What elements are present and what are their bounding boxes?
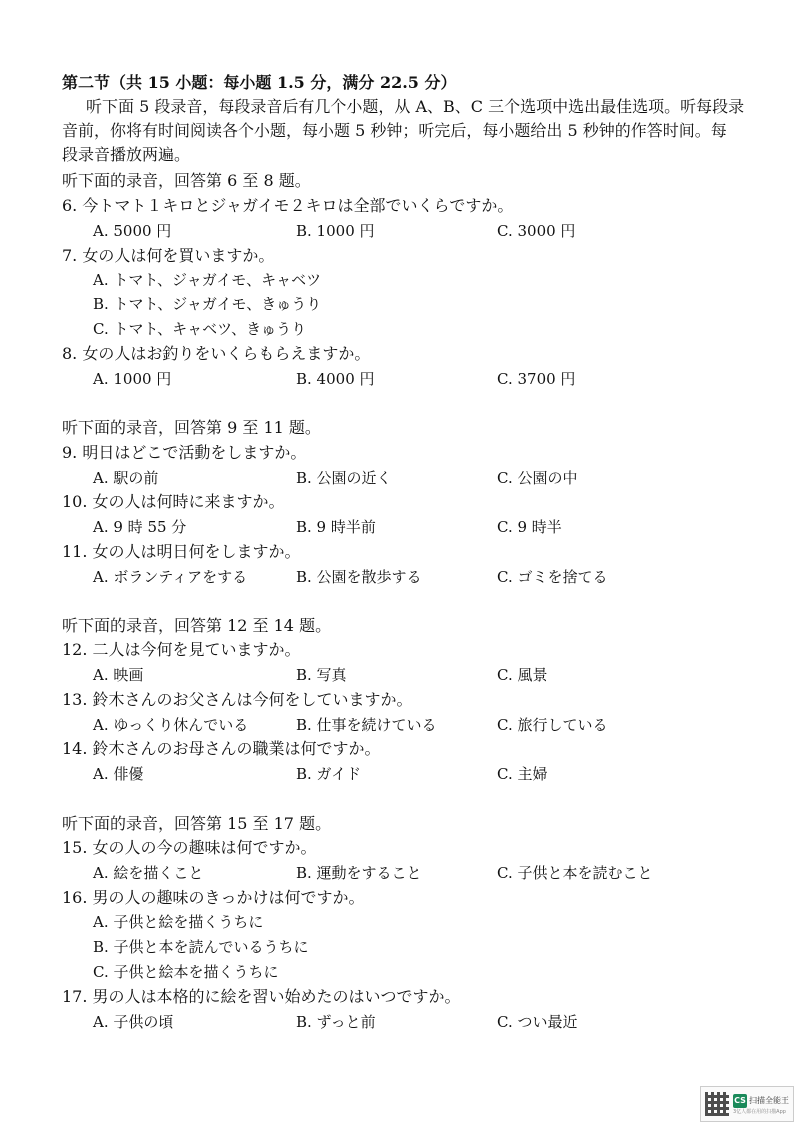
option-b: B. ガイド (296, 765, 362, 783)
question (62, 343, 370, 365)
option-c: C. 子供と絵本を描くうちに (93, 963, 279, 981)
watermark-subtitle: 3亿人都在用的扫描App (733, 1108, 786, 1115)
group-intro: 听下面的录音，回答第 9 至 11 题。 (62, 418, 321, 437)
option-c: C. トマト、キャベツ、きゅうり (93, 320, 307, 338)
question (62, 442, 306, 464)
question (62, 245, 274, 267)
options-row (0, 220, 800, 242)
option-c: C. 旅行している (497, 716, 608, 734)
question-text: 男の人は本格的に絵を習い始めたのはいつですか。 (92, 987, 461, 1006)
option-b: B. ずっと前 (296, 1013, 376, 1031)
scanner-watermark (700, 1086, 794, 1122)
question-text: 鈴木さんのお父さんは今何をしていますか。 (92, 690, 413, 709)
option-b: B. 4000 円 (296, 370, 375, 388)
option-c: C. 3000 円 (497, 222, 576, 240)
option-b: B. 運動をすること (296, 864, 422, 882)
question-number: 12. (62, 640, 88, 659)
option-b: B. 公園の近く (296, 469, 392, 487)
question-text: 女の人は何時に来ますか。 (92, 492, 285, 511)
question-number: 14. (62, 739, 88, 758)
option-b: B. トマト、ジャガイモ、きゅうり (93, 295, 322, 313)
question-text: 今トマト１キロとジャガイモ２キロは全部でいくらですか。 (82, 196, 514, 215)
options-row (0, 664, 800, 686)
question-number: 13. (62, 690, 88, 709)
options-row (0, 1011, 800, 1033)
instruction-line-2: 音前，你将有时间阅读各个小题，每小题 5 秒钟；听完后，每小题给出 5 秒钟的作答时间。每 (62, 121, 727, 140)
option-a: A. 9 時 55 分 (93, 518, 187, 536)
question-text: 女の人はお釣りをいくらもらえますか。 (82, 344, 371, 363)
camscanner-logo-icon: CS (733, 1094, 747, 1108)
option-c: C. 主婦 (497, 765, 548, 783)
option-b: B. 写真 (296, 666, 347, 684)
question (62, 887, 365, 909)
option-c: C. 子供と本を読むこと (497, 864, 653, 882)
options-row (0, 763, 800, 785)
option-b: B. 仕事を続けている (296, 716, 437, 734)
question (62, 837, 317, 859)
group-intro: 听下面的录音，回答第 12 至 14 题。 (62, 616, 332, 635)
question-number: 9. (62, 443, 78, 462)
instruction-line-3: 段录音播放两遍。 (62, 145, 191, 164)
question-number: 16. (62, 888, 88, 907)
options-row (0, 516, 800, 538)
question-number: 10. (62, 492, 88, 511)
option-a: A. ボランティアをする (93, 568, 248, 586)
option-c: C. ゴミを捨てる (497, 568, 608, 586)
option-b: B. 公園を散歩する (296, 568, 422, 586)
question-text: 明日はどこで活動をしますか。 (82, 443, 307, 462)
question-number: 7. (62, 246, 78, 265)
option-c: C. 風景 (497, 666, 548, 684)
option-a: A. 駅の前 (93, 469, 159, 487)
question-text: 男の人の趣味のきっかけは何ですか。 (92, 888, 365, 907)
question-number: 8. (62, 344, 78, 363)
question (62, 195, 513, 217)
question-text: 二人は今何を見ていますか。 (92, 640, 301, 659)
question (62, 639, 301, 661)
question-text: 鈴木さんのお母さんの職業は何ですか。 (92, 739, 381, 758)
option-c: C. 3700 円 (497, 370, 576, 388)
question (62, 541, 301, 563)
question (62, 986, 461, 1008)
group-intro: 听下面的录音，回答第 15 至 17 题。 (62, 814, 332, 833)
option-a: A. 子供の頃 (93, 1013, 174, 1031)
question (62, 491, 285, 513)
section-title: 第二节（共 15 小题：每小题 1.5 分，满分 22.5 分） (62, 73, 457, 92)
question (62, 689, 413, 711)
option-a: A. 映画 (93, 666, 144, 684)
qr-code-icon (705, 1092, 729, 1116)
options-row (0, 862, 800, 884)
watermark-title: 扫描全能王 (749, 1095, 789, 1105)
option-a: A. 子供と絵を描くうちに (93, 913, 264, 931)
options-row (0, 566, 800, 588)
option-c: C. 9 時半 (497, 518, 562, 536)
instruction-line-1: 听下面 5 段录音，每段录音后有几个小题，从 A、B、C 三个选项中选出最佳选项。听每段录 (86, 97, 745, 116)
option-b: B. 9 時半前 (296, 518, 376, 536)
options-row (0, 467, 800, 489)
option-b: B. 子供と本を読んでいるうちに (93, 938, 309, 956)
option-a: A. 絵を描くこと (93, 864, 204, 882)
option-b: B. 1000 円 (296, 222, 375, 240)
question-number: 17. (62, 987, 88, 1006)
option-a: A. トマト、ジャガイモ、キャベツ (93, 271, 322, 289)
question-number: 15. (62, 838, 88, 857)
option-c: C. 公園の中 (497, 469, 578, 487)
option-a: A. ゆっくり休んでいる (93, 716, 249, 734)
question-text: 女の人は何を買いますか。 (82, 246, 275, 265)
option-a: A. 5000 円 (93, 222, 172, 240)
option-a: A. 1000 円 (93, 370, 172, 388)
options-row (0, 714, 800, 736)
question-text: 女の人は明日何をしますか。 (92, 542, 301, 561)
group-intro: 听下面的录音，回答第 6 至 8 题。 (62, 171, 311, 190)
question-text: 女の人の今の趣味は何ですか。 (92, 838, 317, 857)
options-row (0, 368, 800, 390)
question (62, 738, 381, 760)
question-number: 6. (62, 196, 78, 215)
option-c: C. つい最近 (497, 1013, 578, 1031)
option-a: A. 俳優 (93, 765, 144, 783)
question-number: 11. (62, 542, 88, 561)
